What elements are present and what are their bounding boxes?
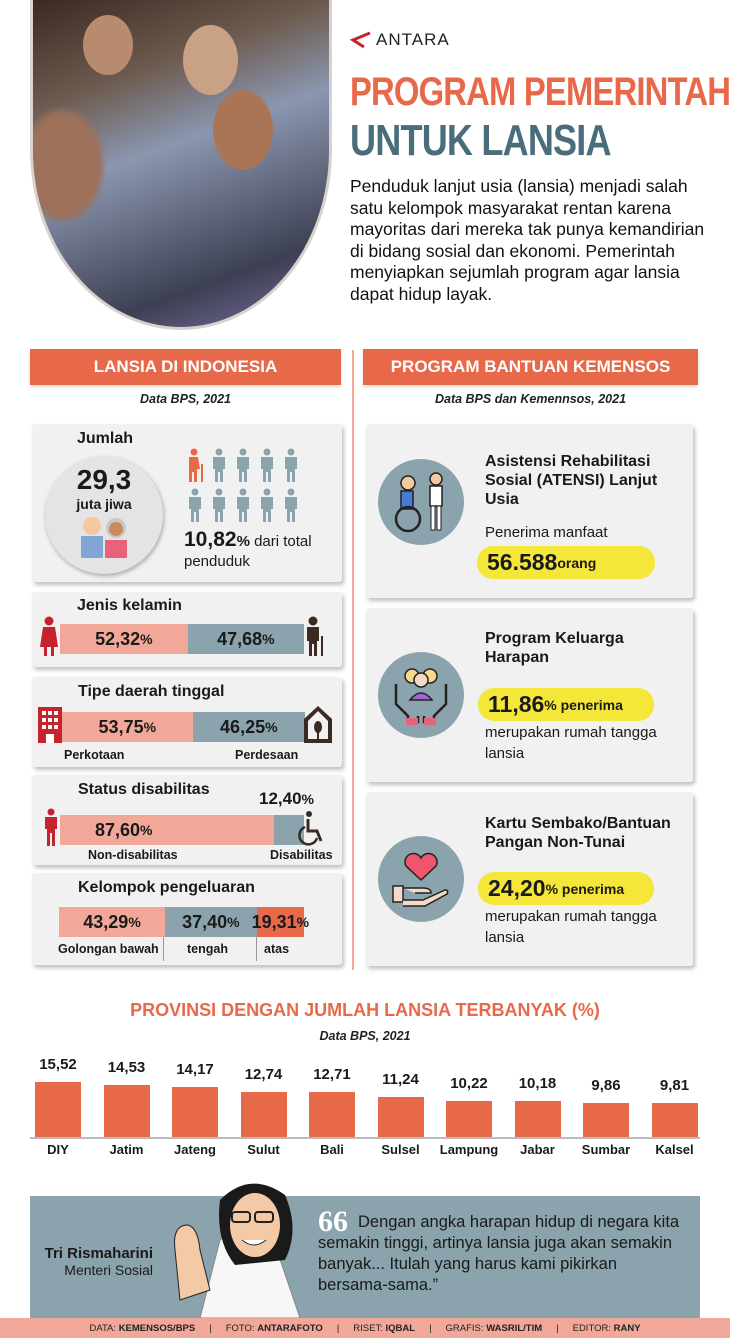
chart-value-label: 12,71 [313,1065,351,1083]
card-program-sembako [366,792,693,966]
gender-bar [60,624,304,654]
person-icon [209,488,229,522]
chart-value-label: 14,17 [176,1060,214,1078]
mid-label: tengah [187,942,228,956]
person-icon [281,488,301,522]
hero-photo [30,0,332,330]
chart-category-label: Sumbar [581,1142,631,1157]
chart-bar [172,1087,218,1137]
brand-name: ANTARA [376,30,450,49]
chart-bar [378,1097,424,1137]
jumlah-circle [45,456,163,574]
person-icon [257,488,277,522]
elderly-male-icon [304,616,324,656]
section-heading-program: PROGRAM BANTUAN KEMENSOS [363,349,698,385]
chart-bar [515,1101,561,1137]
area-bar [62,712,305,742]
bar-high: 19,31 % [257,907,304,937]
bar-rural: 46,25 % [193,712,305,742]
jumlah-pct: 10,82 [184,528,237,551]
program-post: merupakan rumah tangga lansia [485,724,657,762]
card-expense [32,873,342,965]
charity-icon [388,846,454,912]
female-icon [38,616,60,656]
bar-chart [30,1050,700,1160]
program-value-pill: 11,86 % penerima [478,688,654,721]
bar-mid: 37,40 % [165,907,257,937]
rural-label: Perdesaan [235,748,299,762]
person-icon [281,448,301,482]
jumlah-label: Jumlah [77,430,134,447]
chart-bar [241,1092,287,1137]
low-label: Golongan bawah [58,942,159,956]
source-right: Data BPS dan Kemennsos, 2021 [434,392,627,406]
quote-attribution [38,1245,153,1278]
chart-category-label: Jatim [109,1142,144,1157]
bar-non-disability: 87,60 % [60,815,274,845]
family-hands-icon [378,652,464,738]
speaker-role: Menteri Sosial [64,1262,153,1278]
chart-category-label: Bali [320,1142,344,1157]
chart-value-label: 10,18 [518,1075,557,1093]
card-jumlah [32,424,342,582]
card-program-pkh [366,608,693,782]
chart-bar [104,1085,150,1137]
card-disability [32,775,342,865]
chart-category-label: Kalsel [655,1142,694,1157]
expense-bar [59,907,310,937]
village-house-icon [303,705,333,743]
program-pre: Penerima manfaat [485,524,608,541]
chart-category-label: Jateng [174,1142,216,1157]
chart-category-label: DIY [47,1142,69,1157]
program-title: Program Keluarga Harapan [485,630,624,666]
elderly-person-icon [185,448,205,482]
chart-value-label: 14,53 [107,1059,146,1077]
wheelchair-icon [298,810,326,846]
antara-logo [350,30,450,50]
credit-data: DATA: KEMENSOS/BPS [89,1322,196,1334]
credits-footer: DATA: KEMENSOS/BPS | FOTO: ANTARAFOTO | RISET: IQBAL | GRAFIS: WASRIL/TIM | EDITOR: RANY [0,1318,730,1338]
area-label: Tipe daerah tinggal [78,683,225,700]
bar-urban: 53,75 % [62,712,193,742]
non-disability-label: Non-disabilitas [88,848,178,862]
minister-portrait [160,1170,310,1318]
chart-bar [583,1103,629,1137]
person-icon [233,488,253,522]
jumlah-unit: juta jiwa [76,496,132,512]
gender-label: Jenis kelamin [77,597,182,614]
bar-low: 43,29 % [59,907,165,937]
elderly-couple-icon [74,514,134,558]
source-left: Data BPS, 2021 [139,392,232,406]
credit-foto: FOTO: ANTARAFOTO [225,1322,323,1334]
page-title-line1: PROGRAM PEMERINTAH [350,70,730,114]
antara-logo-icon [350,31,372,49]
quote-text: Dengan angka harapan hidup di negara kita semakin tinggi, artinya lansia juga akan semakin banyak... Itulah yang harus kami pikirkan bersama-sama.” [318,1213,680,1294]
chart-category-label: Sulut [247,1142,280,1157]
speaker-name: Tri Rismaharini [44,1245,153,1262]
chart-subtitle: Data BPS, 2021 [319,1029,411,1043]
disability-pct: 12,40% [259,789,314,808]
credit-editor: EDITOR: RANY [572,1322,641,1334]
person-icon [185,488,205,522]
page-title-line2: UNTUK LANSIA [350,116,611,165]
chart-category-label: Lampung [439,1142,499,1157]
chart-value-label: 9,81 [659,1076,690,1094]
person-standing-icon [42,808,60,846]
person-icon [209,448,229,482]
jumlah-pct-text: 10,82% dari total penduduk [184,528,312,570]
program-value-pill: 24,20 % penerima [478,872,654,905]
credit-riset: RISET: IQBAL [353,1322,416,1334]
caregiver-icon [388,469,454,535]
separator [256,937,257,961]
section-heading-lansia: LANSIA DI INDONESIA [30,349,341,385]
care-hands-icon [388,662,454,728]
disability-label: Status disabilitas [78,781,210,798]
person-icon [233,448,253,482]
high-label: atas [264,942,290,956]
city-building-icon [36,707,64,743]
chart-bar [309,1092,355,1137]
credit-grafis: GRAFIS: WASRIL/TIM [445,1322,543,1334]
disability-text-label: Disabilitas [270,848,333,862]
program-value-pill: 56.588 orang [477,546,655,579]
bar-male: 47,68 % [188,624,304,654]
chart-title: PROVINSI DENGAN JUMLAH LANSIA TERBANYAK (%) [130,1000,600,1020]
chart-bar [35,1082,81,1137]
person-icon [257,448,277,482]
column-divider [352,350,354,970]
chart-category-label: Jabar [520,1142,555,1157]
population-icon-grid [185,448,305,522]
urban-label: Perkotaan [64,748,125,762]
expense-label: Kelompok pengeluaran [78,879,255,896]
chart-value-label: 9,86 [591,1076,621,1094]
chart-category-label: Sulsel [381,1142,420,1157]
chart-value-label: 15,52 [39,1055,77,1073]
card-program-atensi [366,424,693,598]
card-gender [32,592,342,667]
program-title: Kartu Sembako/Bantuan Pangan Non-Tunai [485,815,671,851]
chart-bar [446,1101,492,1137]
wheelchair-care-icon [378,459,464,545]
program-post: merupakan rumah tangga lansia [485,908,657,946]
separator [163,937,164,961]
quote-mark-icon: 66 [318,1205,348,1238]
chart-value-label: 11,24 [382,1071,419,1089]
chart-bar [652,1103,698,1137]
disability-bar [60,815,304,845]
program-title: Asistensi Rehabilitasi Sosial (ATENSI) Lanjut Usia [485,453,658,508]
jumlah-value: 29,3 [76,464,132,495]
card-area [32,677,342,767]
chart-value-label: 12,74 [244,1065,283,1083]
chart-value-label: 10,22 [450,1075,488,1093]
intro-text: Penduduk lanjut usia (lansia) menjadi salah satu kelompok masyarakat rentan karena mayoritas dari mereka tak punya kemandirian di bidang sosial dan ekonomi. Pemerintah menyiapkan sejumlah program agar lansia dapat hidup layak. [350,176,705,304]
chart-baseline [30,1137,700,1139]
bar-female: 52,32 % [60,624,188,654]
heart-hand-icon [378,836,464,922]
